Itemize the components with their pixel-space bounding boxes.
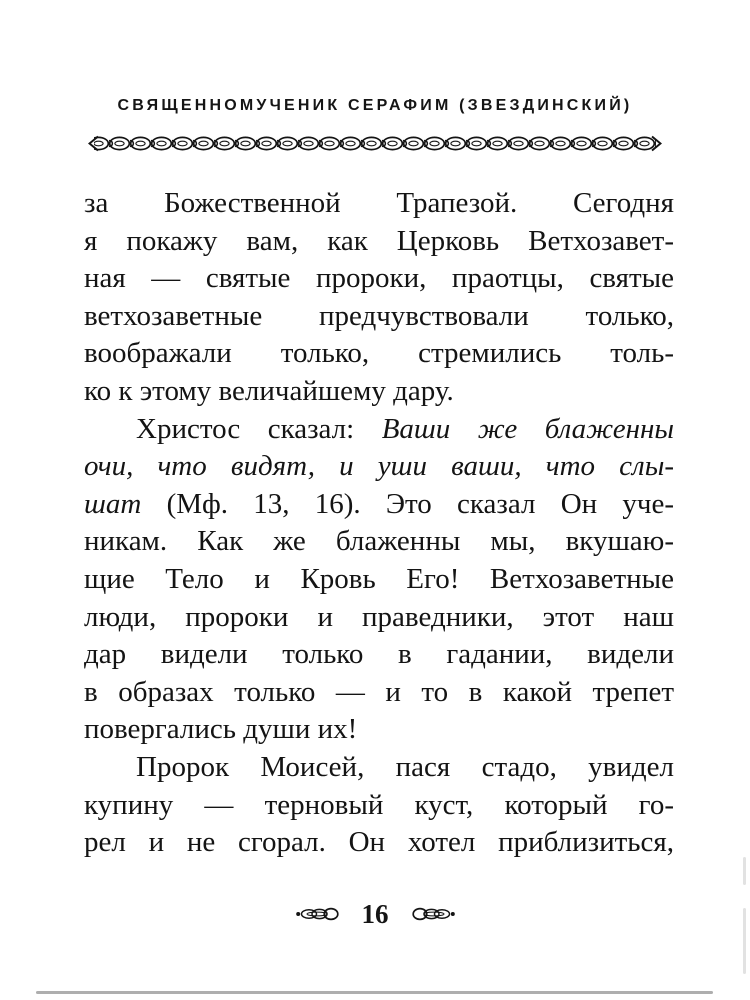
scan-edge-artifact — [743, 908, 746, 974]
quote-italic-text: очи, что видят, и уши ваши, что слы- — [84, 450, 674, 483]
body-run: Пророк Моисей, пася стадо, увидел — [136, 750, 674, 783]
footer — [0, 899, 750, 929]
body-run: (Мф. 13, 16). Это сказал Он уче- — [141, 487, 674, 520]
scan-edge-artifact — [743, 857, 746, 885]
body-run: рел и не сгорал. Он хотел приблизиться, — [84, 826, 674, 859]
body-run: дар видели только в гадании, видели — [84, 638, 674, 671]
text-line — [84, 787, 674, 825]
body-run: никам. Как же блаженны мы, вкушаю- — [84, 525, 674, 558]
text-line — [84, 561, 674, 599]
body-run: повергались души их! — [84, 713, 358, 746]
text-line — [84, 298, 674, 336]
text-line — [84, 223, 674, 261]
text-line — [84, 749, 674, 787]
body-run: люди, пророки и праведники, этот наш — [84, 600, 674, 633]
quote-italic-text: шат — [84, 487, 142, 520]
text-line — [84, 599, 674, 637]
body-run: воображали только, стремились толь- — [84, 337, 674, 370]
body-run: Христос сказал: — [136, 412, 382, 445]
body-text — [84, 185, 674, 862]
braid-flourish-left-icon — [295, 906, 341, 922]
body-run: за Божественной Трапезой. Сегодня — [84, 187, 674, 219]
body-run: щие Тело и Кровь Его! Ветхозаветные — [84, 562, 674, 595]
text-line — [84, 411, 674, 449]
text-line — [84, 373, 674, 411]
text-line — [84, 636, 674, 674]
body-run: ная — святые пророки, праотцы, святые — [84, 262, 674, 295]
text-line — [84, 260, 674, 298]
braided-chain-rule-icon — [88, 135, 662, 152]
braid-flourish-right-icon — [410, 906, 456, 922]
text-line — [84, 335, 674, 373]
text-line — [84, 486, 674, 524]
text-line — [84, 448, 674, 486]
page-number: 16 — [361, 899, 389, 929]
text-line — [84, 824, 674, 862]
scan-shadow-bottom-edge — [36, 991, 713, 994]
body-run: я покажу вам, как Церковь Ветхозавет- — [84, 224, 674, 257]
body-run: купину — терновый куст, который го- — [84, 788, 674, 821]
text-line — [84, 674, 674, 712]
running-header: СВЯЩЕННОМУЧЕНИК СЕРАФИМ (ЗВЕЗДИНСКИЙ) — [117, 97, 633, 114]
text-line — [84, 711, 674, 749]
quote-italic-text: Ваши же блаженны — [381, 412, 674, 445]
body-run: ко к этому величайшему дару. — [84, 374, 454, 407]
body-run: в образах только — и то в какой трепет — [84, 675, 674, 708]
text-line — [84, 523, 674, 561]
text-line — [84, 185, 674, 223]
body-run: ветхозаветные предчувствовали только, — [84, 299, 674, 332]
